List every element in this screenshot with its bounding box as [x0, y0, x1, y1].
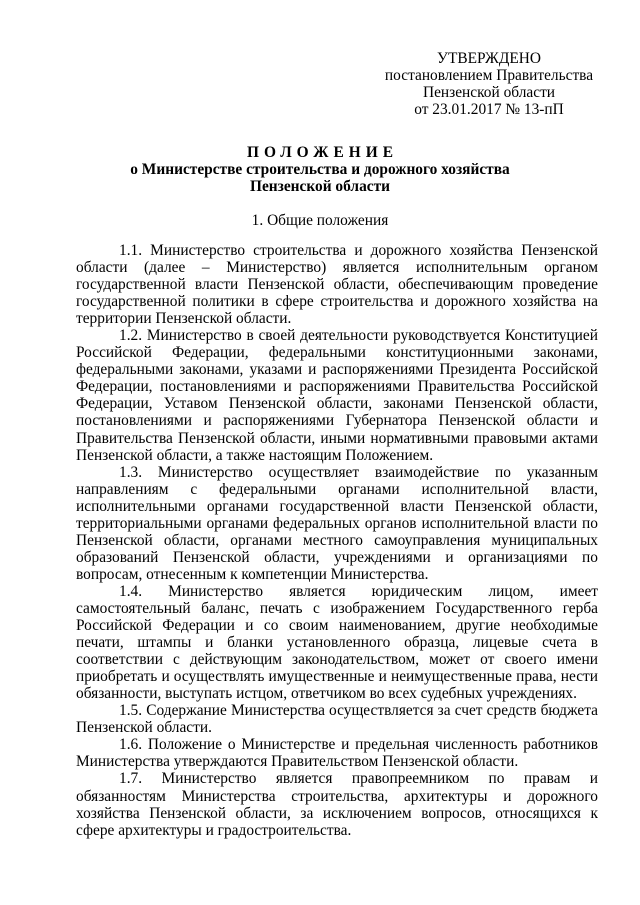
paragraph-1-5: 1.5. Содержание Министерства осуществляется за счет средств бюджета Пензенской области. [76, 702, 598, 737]
paragraph-1-7: 1.7. Министерство является правопреемником по правам и обязанностям Министерства строительства, архитектуры и дорожного хозяйства Пензенской области, за исключением вопросов, относящихся к сфере архитектуры и градостроительства. [76, 770, 598, 839]
document-title: ПОЛОЖЕНИЕ [247, 144, 398, 161]
document-subtitle-line-1: о Министерстве строительства и дорожного хозяйства [130, 161, 510, 178]
approval-region-line: Пензенской области [422, 84, 556, 101]
paragraph-1-6: 1.6. Положение о Министерстве и предельная численность работников Министерства утверждаются Правительством Пензенской области. [76, 736, 598, 771]
approval-label: УТВЕРЖДЕНО [437, 50, 541, 67]
paragraph-1-3: 1.3. Министерство осуществляет взаимодействие по указанным направлениям с федеральными органами исполнительной власти, исполнительными органами государственной власти Пензенской области, территориальными органами федеральных органов исполнительной власти по Пензенской области, органами местного самоуправления муниципальных образований Пензенской области, учреждениями и организациями по вопросам, отнесенным к компетенции Министерства. [76, 463, 598, 583]
approval-resolution-line: постановлением Правительства [384, 67, 594, 84]
approval-date-number: от 23.01.2017 № 13-пП [414, 101, 564, 118]
paragraph-1-4: 1.4. Министерство является юридическим лицом, имеет самостоятельный баланс, печать с изображением Государственного герба Российской Федерации и со своим наименованием, другие необходимые печати, штампы и бланки установленного образца, лицевые счета в соответствии с действующим законодательством, может от своего имени приобретать и осуществлять имущественные и неимущественные права, нести обязанности, выступать истцом, ответчиком во всех судебных учреждениях. [76, 582, 598, 703]
paragraph-1-2: 1.2. Министерство в своей деятельности руководствуется Конституцией Российской Федерации, федеральными конституционными законами, федеральными законами, указами и распоряжениями Президента Российской Федерации, постановлениями и распоряжениями Правительства Российской Федерации, Уставом Пензенской области, законами Пензенской области, постановлениями и распоряжениями Губернатора Пензенской области и Правительства Пензенской области, иными нормативными правовыми актами Пензенской области, а также настоящим Положением. [76, 327, 598, 464]
paragraph-1-1: 1.1. Министерство строительства и дорожного хозяйства Пензенской области (далее – Министерство) является исполнительным органом государственной власти Пензенской области, обеспечивающим проведение государственной политики в сфере строительства и дорожного хозяйства на территории Пензенской области. [76, 242, 598, 328]
document-subtitle-line-2: Пензенской области [249, 178, 391, 195]
section-title: 1. Общие положения [251, 212, 389, 229]
approval-block [378, 50, 600, 118]
document-heading [0, 144, 640, 195]
section-body [76, 242, 598, 839]
